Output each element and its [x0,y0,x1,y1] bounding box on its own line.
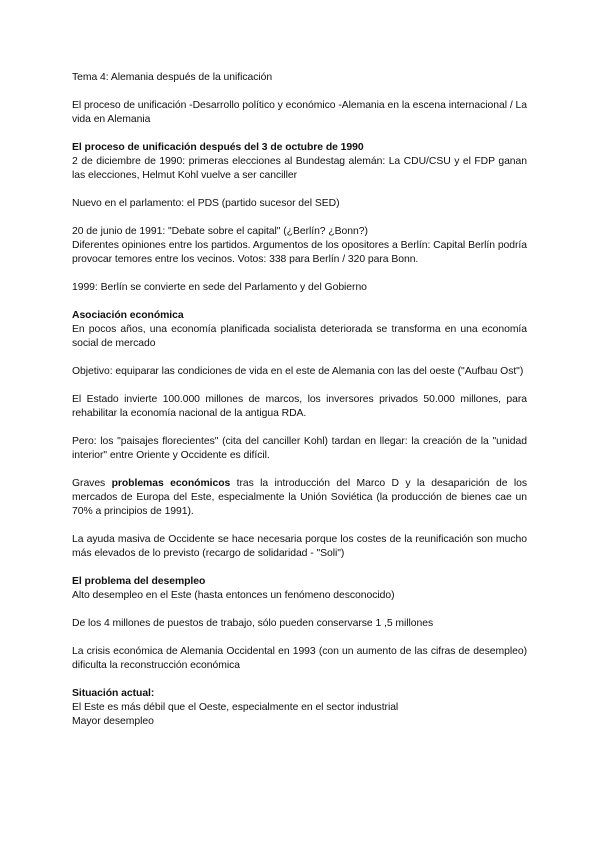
landscapes-paragraph: Pero: los "paisajes florecientes" (cita del canciller Kohl) tardan en llegar: la creación de la "unidad interior" entre Oriente y Occidente es difícil. [72,436,527,461]
aid-paragraph: La ayuda masiva de Occidente se hace necesaria porque los costes de la reunificación son mucho más elevados de lo previsto (recargo de solidaridad - "Soli") [72,534,527,559]
berlin-seat-paragraph: 1999: Berlín se convierte en sede del Parlamento y del Gobierno [72,282,367,293]
problems-pre: Graves [72,478,112,489]
jobs-paragraph: De los 4 millones de puestos de trabajo, sólo pueden conservarse 1 ,5 millones [72,618,434,629]
problems-bold: problemas económicos [111,478,231,489]
economy-transform-paragraph: En pocos años, una economía planificada socialista deteriorada se transforma en una economía social de mercado [72,324,527,349]
section-unemployment-heading: El problema del desempleo [72,576,206,587]
topic-title: Tema 4: Alemania después de la unificación [72,72,273,83]
section-economic-heading: Asociación económica [72,310,184,321]
objective-paragraph: Objetivo: equiparar las condiciones de vida en el este de Alemania con las del oeste ("Aufbau Ost") [72,366,524,377]
east-weaker-paragraph: El Este es más débil que el Oeste, especialmente en el sector industrial [72,702,399,713]
pds-paragraph: Nuevo en el parlamento: el PDS (partido sucesor del SED) [72,198,340,209]
capital-debate-paragraph: Diferentes opiniones entre los partidos. Argumentos de los opositores a Berlín: Capital Berlín podría provocar temores entre los vecinos. Votos: 338 para Berlín / 320 para Bonn. [72,240,527,265]
problems-paragraph [72,477,527,519]
section-current-heading: Situación actual: [72,688,155,699]
unemployment-paragraph: Alto desempleo en el Este (hasta entonces un fenómeno desconocido) [72,590,395,601]
document-body [72,71,527,729]
section-unification-heading: El proceso de unificación después del 3 de octubre de 1990 [72,142,364,153]
capital-debate-line: 20 de junio de 1991: "Debate sobre el capital" (¿Berlín? ¿Bonn?) [72,226,368,237]
outline-paragraph: El proceso de unificación -Desarrollo político y económico -Alemania en la escena internacional / La vida en Alemania [72,100,527,125]
more-unemployment-paragraph: Mayor desempleo [72,716,154,727]
investment-paragraph: El Estado invierte 100.000 millones de marcos, los inversores privados 50.000 millones, para rehabilitar la economía nacional de la antigua RDA. [72,394,527,419]
elections-paragraph: 2 de diciembre de 1990: primeras elecciones al Bundestag alemán: La CDU/CSU y el FDP ganan las elecciones, Helmut Kohl vuelve a ser canciller [72,156,527,181]
crisis-paragraph: La crisis económica de Alemania Occidental en 1993 (con un aumento de las cifras de desempleo) dificulta la reconstrucción económica [72,646,527,671]
problems-post: tras la introducción del Marco D y la desaparición de los mercados de Europa del Este, especialmente la Unión Soviética (la producción de bienes cae un 70% a principios de 1991). [72,478,527,517]
